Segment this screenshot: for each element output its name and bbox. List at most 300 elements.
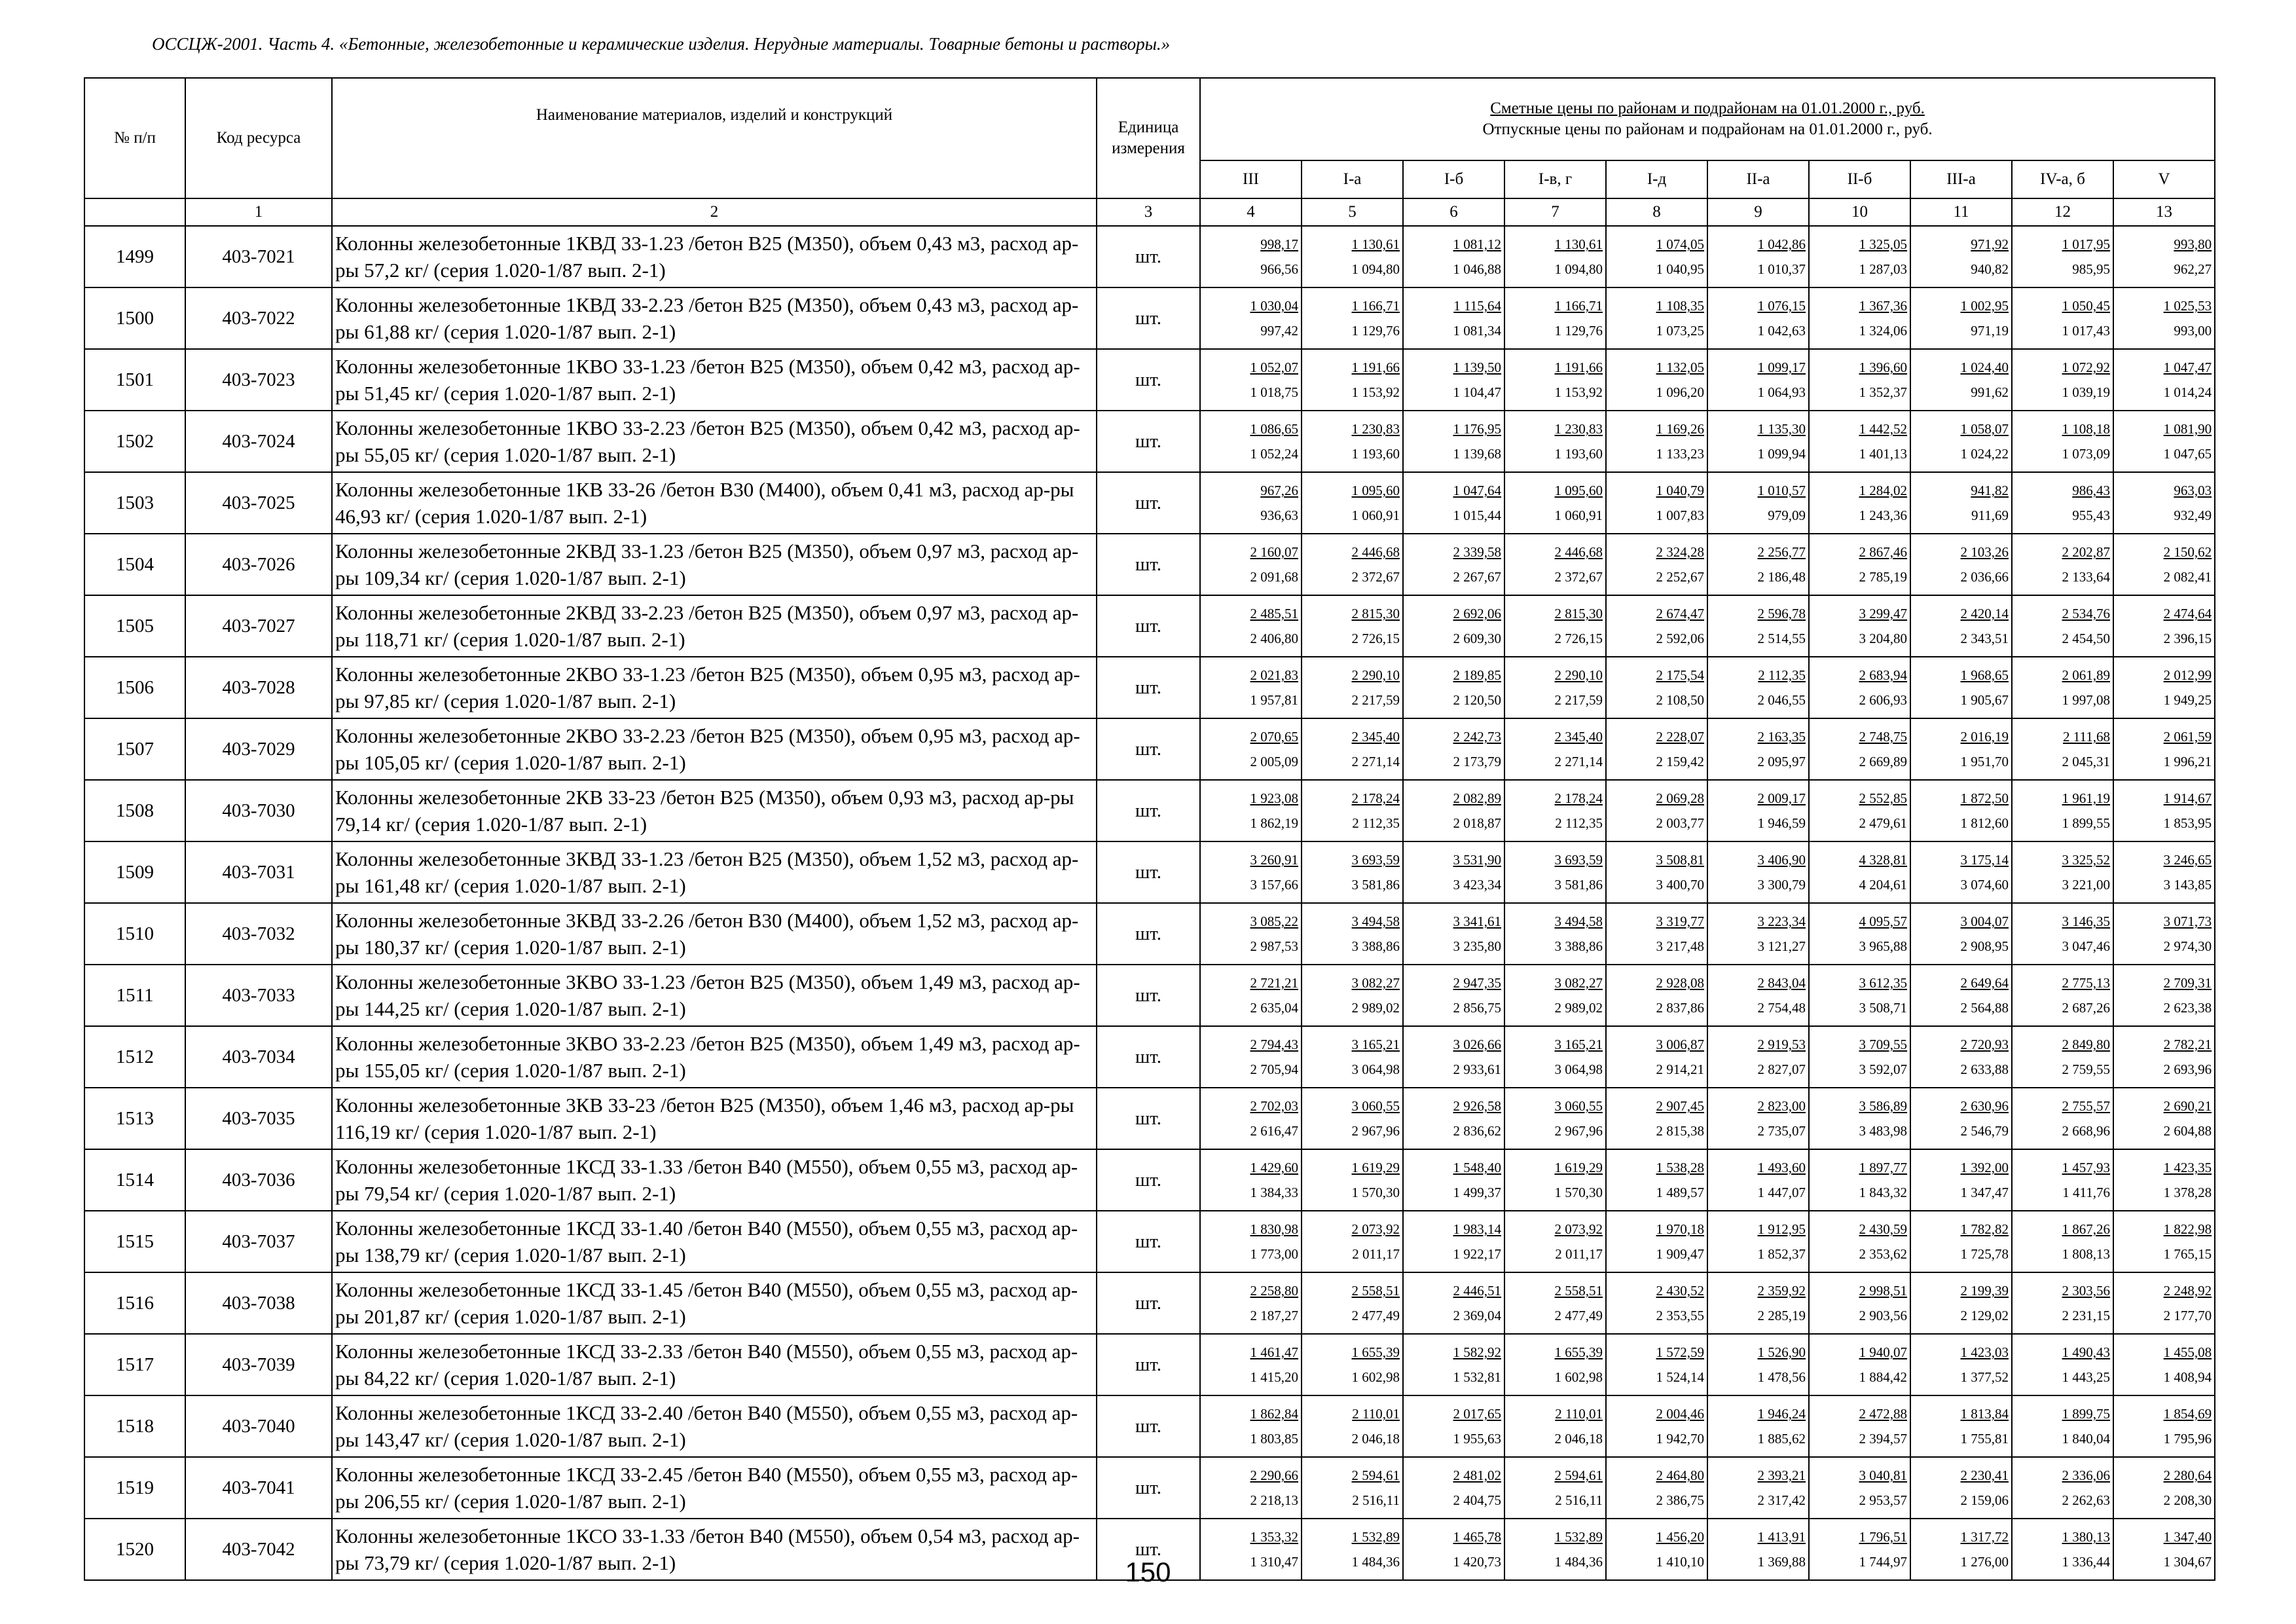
price-cell [1809, 226, 1910, 287]
release-price: 1 094,80 [1554, 261, 1603, 277]
release-price: 1 099,94 [1757, 446, 1806, 462]
estimate-price: 1 042,86 [1757, 236, 1806, 252]
row-number: 1502 [84, 411, 185, 472]
release-price: 2 353,55 [1656, 1308, 1704, 1323]
estimate-price: 2 021,83 [1250, 667, 1298, 683]
estimate-price: 1 095,60 [1554, 483, 1603, 498]
price-cell [1504, 226, 1606, 287]
price-cell [2012, 411, 2113, 472]
release-price: 2 112,35 [1555, 815, 1603, 831]
price-cell [1809, 1272, 1910, 1334]
release-price: 1 922,17 [1453, 1246, 1501, 1262]
release-price: 1 304,67 [2163, 1554, 2212, 1570]
release-price: 1 153,92 [1351, 384, 1400, 400]
estimate-price: 1 423,35 [2163, 1160, 2212, 1175]
price-cell [1200, 226, 1302, 287]
unit: шт. [1097, 841, 1200, 903]
release-price: 2 267,67 [1453, 569, 1501, 585]
estimate-price: 1 052,07 [1250, 360, 1298, 375]
estimate-price: 1 862,84 [1250, 1406, 1298, 1422]
col-header-unit: Единица измерения [1097, 78, 1200, 198]
price-cell [1403, 903, 1504, 965]
resource-code: 403-7022 [185, 287, 332, 349]
release-price: 1 039,19 [2062, 384, 2110, 400]
price-cell [1504, 349, 1606, 411]
prices-release-label: Отпускные цены по районам и подрайонам на 01.01.2000 г., руб. [1482, 120, 1933, 138]
release-price: 1 808,13 [2062, 1246, 2110, 1262]
release-price: 3 143,85 [2163, 877, 2212, 893]
table-row [84, 1211, 2215, 1272]
price-cell [1910, 534, 2012, 595]
release-price: 3 064,98 [1554, 1061, 1603, 1077]
estimate-price: 1 058,07 [1960, 421, 2009, 437]
resource-code: 403-7026 [185, 534, 332, 595]
price-cell [1809, 472, 1910, 534]
resource-code: 403-7032 [185, 903, 332, 965]
release-price: 2 705,94 [1250, 1061, 1298, 1077]
release-price: 2 218,13 [1250, 1492, 1298, 1508]
column-number: 4 [1200, 198, 1302, 226]
estimate-price: 1 230,83 [1554, 421, 1603, 437]
estimate-price: 2 004,46 [1656, 1406, 1704, 1422]
release-price: 1 073,25 [1656, 323, 1704, 339]
estimate-price: 1 081,12 [1453, 236, 1501, 252]
release-price: 1 369,88 [1757, 1554, 1806, 1570]
price-cell [1707, 1457, 1809, 1519]
estimate-price: 1 429,60 [1250, 1160, 1298, 1175]
estimate-price: 1 548,40 [1453, 1160, 1501, 1175]
release-price: 1 276,00 [1960, 1554, 2009, 1570]
estimate-price: 1 166,71 [1351, 298, 1400, 314]
price-cell [1504, 411, 1606, 472]
price-cell [1504, 718, 1606, 780]
item-name: Колонны железобетонные 2КВД 33-1.23 /бетон В25 (М350), объем 0,97 м3, расход ар-ры 109,34 кг/ (серия 1.020-1/87 вып. 2-1) [332, 534, 1097, 595]
estimate-price: 2 823,00 [1757, 1098, 1806, 1114]
estimate-price: 1 655,39 [1351, 1344, 1400, 1360]
release-price: 3 423,34 [1453, 877, 1501, 893]
release-price: 2 967,96 [1554, 1123, 1603, 1139]
price-cell [1504, 657, 1606, 718]
release-price: 1 602,98 [1554, 1369, 1603, 1385]
release-price: 2 933,61 [1453, 1061, 1501, 1077]
estimate-price: 2 110,01 [1352, 1406, 1400, 1422]
estimate-price: 1 050,45 [2062, 298, 2110, 314]
estimate-price: 1 442,52 [1859, 421, 1907, 437]
item-name: Колонны железобетонные 2КВД 33-2.23 /бетон В25 (М350), объем 0,97 м3, расход ар-ры 118,71 кг/ (серия 1.020-1/87 вып. 2-1) [332, 595, 1097, 657]
release-price: 1 420,73 [1453, 1554, 1501, 1570]
estimate-price: 2 103,26 [1960, 544, 2009, 560]
prices-estimate-label: Сметные цены по районам и подрайонам на 01.01.2000 г., руб. [1490, 99, 1925, 117]
unit: шт. [1097, 1088, 1200, 1149]
estimate-price: 3 165,21 [1554, 1037, 1603, 1052]
estimate-price: 1 946,24 [1757, 1406, 1806, 1422]
estimate-price: 2 485,51 [1250, 606, 1298, 621]
price-cell [1910, 718, 2012, 780]
price-cell [1910, 657, 2012, 718]
price-cell [1302, 595, 1403, 657]
release-price: 2 609,30 [1453, 631, 1501, 646]
release-price: 2 693,96 [2163, 1061, 2212, 1077]
estimate-price: 1 899,75 [2062, 1406, 2110, 1422]
estimate-price: 2 336,06 [2062, 1467, 2110, 1483]
resource-code: 403-7037 [185, 1211, 332, 1272]
price-cell [2113, 1272, 2215, 1334]
price-cell [1707, 534, 1809, 595]
release-price: 4 204,61 [1859, 877, 1907, 893]
table-row [84, 718, 2215, 780]
column-number: 8 [1606, 198, 1707, 226]
price-cell [1707, 226, 1809, 287]
estimate-price: 1 030,04 [1250, 298, 1298, 314]
release-price: 2 046,18 [1554, 1431, 1603, 1447]
estimate-price: 2 359,92 [1757, 1283, 1806, 1299]
release-price: 2 633,88 [1960, 1061, 2009, 1077]
estimate-price: 986,43 [2072, 483, 2110, 498]
estimate-price: 2 258,80 [1250, 1283, 1298, 1299]
release-price: 1 773,00 [1250, 1246, 1298, 1262]
estimate-price: 1 526,90 [1757, 1344, 1806, 1360]
estimate-price: 2 175,54 [1656, 667, 1704, 683]
table-row [84, 1272, 2215, 1334]
estimate-price: 1 191,66 [1554, 360, 1603, 375]
release-price: 1 129,76 [1351, 323, 1400, 339]
resource-code: 403-7021 [185, 226, 332, 287]
release-price: 3 074,60 [1960, 877, 2009, 893]
release-price: 1 415,20 [1250, 1369, 1298, 1385]
estimate-price: 3 040,81 [1859, 1467, 1907, 1483]
price-cell [1707, 349, 1809, 411]
release-price: 2 514,55 [1757, 631, 1806, 646]
estimate-price: 2 558,51 [1554, 1283, 1603, 1299]
estimate-price: 2 474,64 [2163, 606, 2212, 621]
estimate-price: 2 150,62 [2163, 544, 2212, 560]
release-price: 2 479,61 [1859, 815, 1907, 831]
price-cell [1302, 1395, 1403, 1457]
price-cell [1606, 780, 1707, 841]
price-cell [1302, 1272, 1403, 1334]
column-number: 2 [332, 198, 1097, 226]
release-price: 2 045,31 [2062, 754, 2110, 769]
release-price: 2 011,17 [1555, 1246, 1603, 1262]
table-row [84, 534, 2215, 595]
estimate-price: 1 923,08 [1250, 790, 1298, 806]
release-price: 2 967,96 [1351, 1123, 1400, 1139]
estimate-price: 1 380,13 [2062, 1529, 2110, 1545]
price-cell [1504, 1149, 1606, 1211]
estimate-price: 3 693,59 [1554, 852, 1603, 868]
estimate-price: 1 132,05 [1656, 360, 1704, 375]
price-cell [1504, 472, 1606, 534]
estimate-price: 1 490,43 [2062, 1344, 2110, 1360]
price-cell [1403, 472, 1504, 534]
estimate-price: 2 867,46 [1859, 544, 1907, 560]
estimate-price: 2 163,35 [1757, 729, 1806, 745]
estimate-price: 2 720,93 [1960, 1037, 2009, 1052]
price-cell [1504, 534, 1606, 595]
price-cell [2012, 965, 2113, 1026]
item-name: Колонны железобетонные 1КВО 33-2.23 /бетон В25 (М350), объем 0,42 м3, расход ар-ры 55,05 кг/ (серия 1.020-1/87 вып. 2-1) [332, 411, 1097, 472]
price-cell [2012, 1026, 2113, 1088]
price-cell [1403, 226, 1504, 287]
price-cell [2113, 965, 2215, 1026]
price-cell [1504, 1457, 1606, 1519]
item-name: Колонны железобетонные 3КВО 33-2.23 /бетон В25 (М350), объем 1,49 м3, расход ар-ры 155,05 кг/ (серия 1.020-1/87 вып. 2-1) [332, 1026, 1097, 1088]
price-cell [1606, 472, 1707, 534]
release-price: 2 173,79 [1453, 754, 1501, 769]
estimate-price: 2 339,58 [1453, 544, 1501, 560]
release-price: 966,56 [1260, 261, 1298, 277]
release-price: 1 352,37 [1859, 384, 1907, 400]
release-price: 2 903,56 [1859, 1308, 1907, 1323]
row-number: 1500 [84, 287, 185, 349]
item-name: Колонны железобетонные 3КВД 33-2.26 /бетон В30 (М400), объем 1,52 м3, расход ар-ры 180,37 кг/ (серия 1.020-1/87 вып. 2-1) [332, 903, 1097, 965]
release-price: 1 104,47 [1453, 384, 1501, 400]
release-price: 2 668,96 [2062, 1123, 2110, 1139]
price-cell [1809, 411, 1910, 472]
price-cell [1707, 1395, 1809, 1457]
release-price: 2 759,55 [2062, 1061, 2110, 1077]
estimate-price: 2 393,21 [1757, 1467, 1806, 1483]
estimate-price: 1 010,57 [1757, 483, 1806, 498]
release-price: 2 989,02 [1351, 1000, 1400, 1016]
price-cell [1504, 1395, 1606, 1457]
price-cell [2113, 287, 2215, 349]
price-cell [1707, 841, 1809, 903]
price-cell [1200, 411, 1302, 472]
release-price: 2 271,14 [1351, 754, 1400, 769]
release-price: 1 803,85 [1250, 1431, 1298, 1447]
price-cell [2113, 595, 2215, 657]
estimate-price: 2 017,65 [1453, 1406, 1501, 1422]
estimate-price: 2 702,03 [1250, 1098, 1298, 1114]
price-cell [1403, 1149, 1504, 1211]
release-price: 940,82 [1971, 261, 2009, 277]
item-name: Колонны железобетонные 1КСД 33-2.40 /бетон В40 (М550), объем 0,55 м3, расход ар-ры 143,47 кг/ (серия 1.020-1/87 вып. 2-1) [332, 1395, 1097, 1457]
release-price: 3 581,86 [1351, 877, 1400, 893]
price-cell [1606, 287, 1707, 349]
estimate-price: 1 456,20 [1656, 1529, 1704, 1545]
release-price: 1 795,96 [2163, 1431, 2212, 1447]
item-name: Колонны железобетонные 3КВД 33-1.23 /бетон В25 (М350), объем 1,52 м3, расход ар-ры 161,48 кг/ (серия 1.020-1/87 вып. 2-1) [332, 841, 1097, 903]
row-number: 1519 [84, 1457, 185, 1519]
estimate-price: 1 047,64 [1453, 483, 1501, 498]
estimate-price: 1 099,17 [1757, 360, 1806, 375]
estimate-price: 1 532,89 [1554, 1529, 1603, 1545]
estimate-price: 2 926,58 [1453, 1098, 1501, 1114]
price-cell [1403, 595, 1504, 657]
estimate-price: 3 165,21 [1351, 1037, 1400, 1052]
col-header-num: № п/п [84, 78, 185, 198]
release-price: 1 755,81 [1960, 1431, 2009, 1447]
price-cell [1910, 287, 2012, 349]
estimate-price: 1 176,95 [1453, 421, 1501, 437]
price-cell [2012, 841, 2113, 903]
resource-code: 403-7033 [185, 965, 332, 1026]
column-number-row [84, 198, 2215, 226]
price-cell [2012, 472, 2113, 534]
price-cell [1606, 1149, 1707, 1211]
release-price: 1 133,23 [1656, 446, 1704, 462]
release-price: 2 217,59 [1351, 692, 1400, 708]
price-cell [1200, 1026, 1302, 1088]
estimate-price: 2 782,21 [2163, 1037, 2212, 1052]
estimate-price: 1 108,35 [1656, 298, 1704, 314]
price-cell [1504, 1211, 1606, 1272]
price-cell [1606, 226, 1707, 287]
estimate-price: 1 095,60 [1351, 483, 1400, 498]
estimate-price: 2 692,06 [1453, 606, 1501, 621]
estimate-price: 2 228,07 [1656, 729, 1704, 745]
estimate-price: 2 481,02 [1453, 1467, 1501, 1483]
resource-code: 403-7024 [185, 411, 332, 472]
item-name: Колонны железобетонные 2КВО 33-2.23 /бетон В25 (М350), объем 0,95 м3, расход ар-ры 105,05 кг/ (серия 1.020-1/87 вып. 2-1) [332, 718, 1097, 780]
price-cell [1302, 349, 1403, 411]
price-cell [1403, 965, 1504, 1026]
estimate-price: 3 299,47 [1859, 606, 1907, 621]
column-number: 5 [1302, 198, 1403, 226]
estimate-price: 1 457,93 [2062, 1160, 2110, 1175]
estimate-price: 2 594,61 [1351, 1467, 1400, 1483]
estimate-price: 2 290,10 [1351, 667, 1400, 683]
price-cell [1403, 657, 1504, 718]
estimate-price: 2 674,47 [1656, 606, 1704, 621]
estimate-price: 2 248,92 [2163, 1283, 2212, 1299]
price-cell [1809, 718, 1910, 780]
price-cell [1606, 718, 1707, 780]
price-cell [1707, 903, 1809, 965]
release-price: 1 046,88 [1453, 261, 1501, 277]
release-price: 2 604,88 [2163, 1123, 2212, 1139]
price-cell [1200, 1211, 1302, 1272]
release-price: 1 129,76 [1554, 323, 1603, 339]
estimate-price: 1 961,19 [2062, 790, 2110, 806]
estimate-price: 3 175,14 [1960, 852, 2009, 868]
release-price: 2 108,50 [1656, 692, 1704, 708]
price-cell [1403, 287, 1504, 349]
estimate-price: 1 897,77 [1859, 1160, 1907, 1175]
estimate-price: 2 082,89 [1453, 790, 1501, 806]
release-price: 1 955,63 [1453, 1431, 1501, 1447]
estimate-price: 1 396,60 [1859, 360, 1907, 375]
release-price: 2 177,70 [2163, 1308, 2212, 1323]
estimate-price: 2 111,68 [2063, 729, 2110, 745]
unit: шт. [1097, 1395, 1200, 1457]
release-price: 2 003,77 [1656, 815, 1704, 831]
estimate-price: 963,03 [2174, 483, 2212, 498]
price-cell [1809, 1395, 1910, 1457]
unit: шт. [1097, 965, 1200, 1026]
estimate-price: 1 423,03 [1960, 1344, 2009, 1360]
price-cell [2113, 718, 2215, 780]
price-cell [1707, 657, 1809, 718]
unit: шт. [1097, 903, 1200, 965]
row-number: 1505 [84, 595, 185, 657]
release-price: 1 096,20 [1656, 384, 1704, 400]
table-row [84, 657, 2215, 718]
price-cell [1403, 780, 1504, 841]
estimate-price: 3 004,07 [1960, 913, 2009, 929]
price-cell [1200, 1088, 1302, 1149]
price-cell [1910, 841, 2012, 903]
price-cell [1403, 1334, 1504, 1395]
estimate-price: 1 040,79 [1656, 483, 1704, 498]
price-cell [1606, 1026, 1707, 1088]
price-cell [1606, 595, 1707, 657]
estimate-price: 3 325,52 [2062, 852, 2110, 868]
release-price: 2 477,49 [1554, 1308, 1603, 1323]
estimate-price: 2 472,88 [1859, 1406, 1907, 1422]
estimate-price: 1 135,30 [1757, 421, 1806, 437]
release-price: 997,42 [1260, 323, 1298, 339]
price-cell [1200, 1395, 1302, 1457]
price-cell [1200, 1457, 1302, 1519]
estimate-price: 3 531,90 [1453, 852, 1501, 868]
estimate-price: 2 202,87 [2062, 544, 2110, 560]
release-price: 2 396,15 [2163, 631, 2212, 646]
row-number: 1506 [84, 657, 185, 718]
price-cell [1302, 1149, 1403, 1211]
estimate-price: 2 558,51 [1351, 1283, 1400, 1299]
row-number: 1517 [84, 1334, 185, 1395]
price-cell [1809, 1334, 1910, 1395]
release-price: 1 243,36 [1859, 507, 1907, 523]
estimate-price: 1 538,28 [1656, 1160, 1704, 1175]
release-price: 3 235,80 [1453, 938, 1501, 954]
estimate-price: 2 069,28 [1656, 790, 1704, 806]
estimate-price: 1 166,71 [1554, 298, 1603, 314]
estimate-price: 1 139,50 [1453, 360, 1501, 375]
estimate-price: 1 465,78 [1453, 1529, 1501, 1545]
price-cell [2012, 1211, 2113, 1272]
estimate-price: 2 755,57 [2062, 1098, 2110, 1114]
estimate-price: 2 446,68 [1351, 544, 1400, 560]
release-price: 2 005,09 [1250, 754, 1298, 769]
price-cell [1910, 226, 2012, 287]
estimate-price: 2 009,17 [1757, 790, 1806, 806]
estimate-price: 2 178,24 [1351, 790, 1400, 806]
estimate-price: 2 189,85 [1453, 667, 1501, 683]
row-number: 1512 [84, 1026, 185, 1088]
row-number: 1510 [84, 903, 185, 965]
estimate-price: 2 919,53 [1757, 1037, 1806, 1052]
price-cell [1403, 1026, 1504, 1088]
price-cell [1302, 1457, 1403, 1519]
estimate-price: 2 420,14 [1960, 606, 2009, 621]
price-cell [2113, 349, 2215, 411]
release-price: 1 007,83 [1656, 507, 1704, 523]
release-price: 936,63 [1260, 507, 1298, 523]
price-cell [1707, 718, 1809, 780]
release-price: 1 905,67 [1960, 692, 2009, 708]
resource-code: 403-7025 [185, 472, 332, 534]
release-price: 2 635,04 [1250, 1000, 1298, 1016]
item-name: Колонны железобетонные 1КСО 33-1.33 /бетон В40 (М550), объем 0,54 м3, расход ар-ры 73,79 кг/ (серия 1.020-1/87 вып. 2-1) [332, 1519, 1097, 1580]
row-number: 1499 [84, 226, 185, 287]
page-number: 150 [1125, 1557, 1171, 1587]
release-price: 1 725,78 [1960, 1246, 2009, 1262]
row-number: 1513 [84, 1088, 185, 1149]
unit: шт. [1097, 349, 1200, 411]
table-row [84, 1149, 2215, 1211]
release-price: 2 606,93 [1859, 692, 1907, 708]
unit: шт. [1097, 226, 1200, 287]
row-number: 1516 [84, 1272, 185, 1334]
estimate-price: 1 367,36 [1859, 298, 1907, 314]
release-price: 2 454,50 [2062, 631, 2110, 646]
estimate-price: 2 552,85 [1859, 790, 1907, 806]
estimate-price: 1 025,53 [2163, 298, 2212, 314]
estimate-price: 2 815,30 [1554, 606, 1603, 621]
